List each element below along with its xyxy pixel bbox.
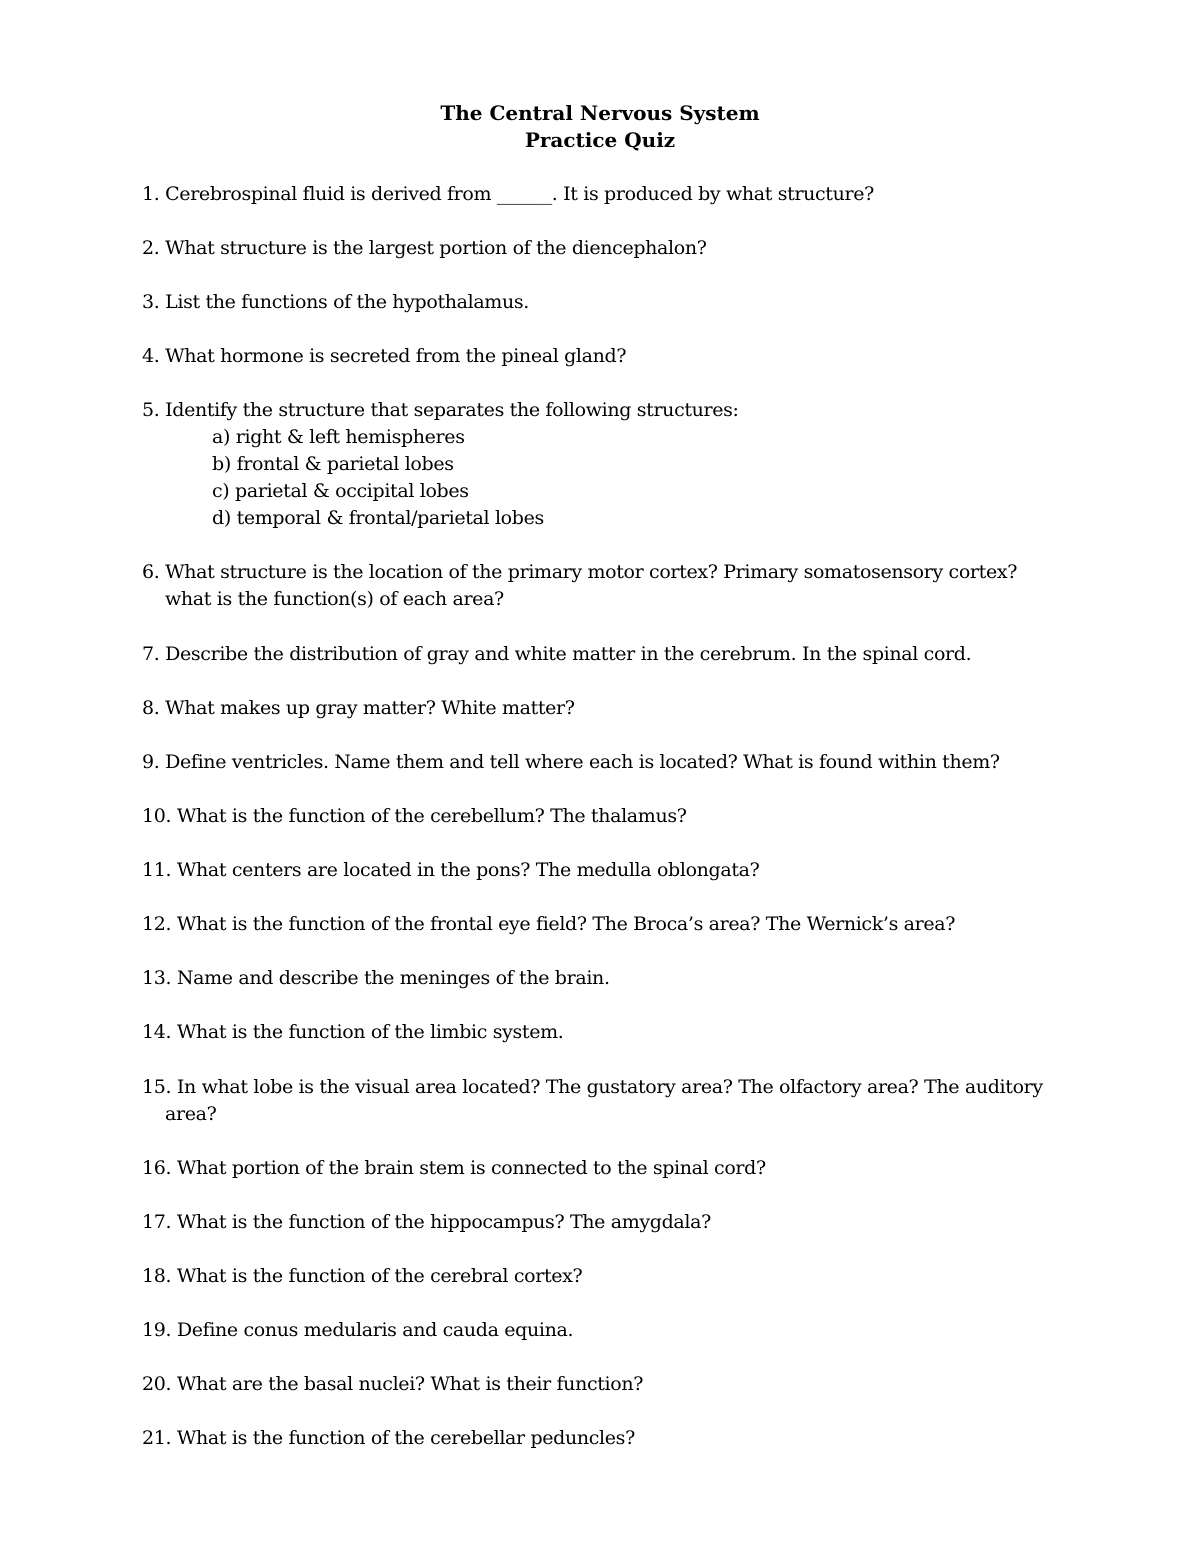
question-16: 16. What portion of the brain stem is connected to the spinal cord? — [142, 1157, 766, 1179]
question-5-item-a: a) right & left hemispheres — [212, 426, 465, 448]
question-18: 18. What is the function of the cerebral cortex? — [142, 1265, 583, 1287]
question-5: 5. Identify the structure that separates the following structures: — [142, 399, 739, 421]
question-14: 14. What is the function of the limbic system. — [142, 1021, 564, 1043]
question-20: 20. What are the basal nuclei? What is their function? — [142, 1373, 644, 1395]
question-13: 13. Name and describe the meninges of the brain. — [142, 967, 610, 989]
question-15: 15. In what lobe is the visual area located? The gustatory area? The olfactory area? The auditory — [142, 1076, 1043, 1098]
question-17: 17. What is the function of the hippocampus? The amygdala? — [142, 1211, 711, 1233]
question-1: 1. Cerebrospinal fluid is derived from ______. It is produced by what structure? — [142, 183, 874, 205]
question-7: 7. Describe the distribution of gray and white matter in the cerebrum. In the spinal cord. — [142, 643, 972, 665]
question-5-item-c: c) parietal & occipital lobes — [212, 480, 469, 502]
question-4: 4. What hormone is secreted from the pineal gland? — [142, 345, 627, 367]
page-subtitle: Practice Quiz — [524, 128, 676, 152]
question-10: 10. What is the function of the cerebellum? The thalamus? — [142, 805, 687, 827]
question-3: 3. List the functions of the hypothalamus. — [142, 291, 529, 313]
page-title: The Central Nervous System — [440, 101, 760, 125]
question-6-continuation: what is the function(s) of each area? — [165, 588, 504, 610]
question-12: 12. What is the function of the frontal eye field? The Broca’s area? The Wernick’s area? — [142, 913, 956, 935]
question-21: 21. What is the function of the cerebellar peduncles? — [142, 1427, 635, 1449]
question-11: 11. What centers are located in the pons? The medulla oblongata? — [142, 859, 760, 881]
question-19: 19. Define conus medularis and cauda equina. — [142, 1319, 574, 1341]
question-8: 8. What makes up gray matter? White matter? — [142, 697, 575, 719]
question-6: 6. What structure is the location of the primary motor cortex? Primary somatosensory cortex? — [142, 561, 1018, 583]
question-5-item-d: d) temporal & frontal/parietal lobes — [212, 507, 544, 529]
question-15-continuation: area? — [165, 1103, 217, 1125]
question-9: 9. Define ventricles. Name them and tell where each is located? What is found within them? — [142, 751, 1000, 773]
question-5-item-b: b) frontal & parietal lobes — [212, 453, 454, 475]
question-2: 2. What structure is the largest portion of the diencephalon? — [142, 237, 707, 259]
